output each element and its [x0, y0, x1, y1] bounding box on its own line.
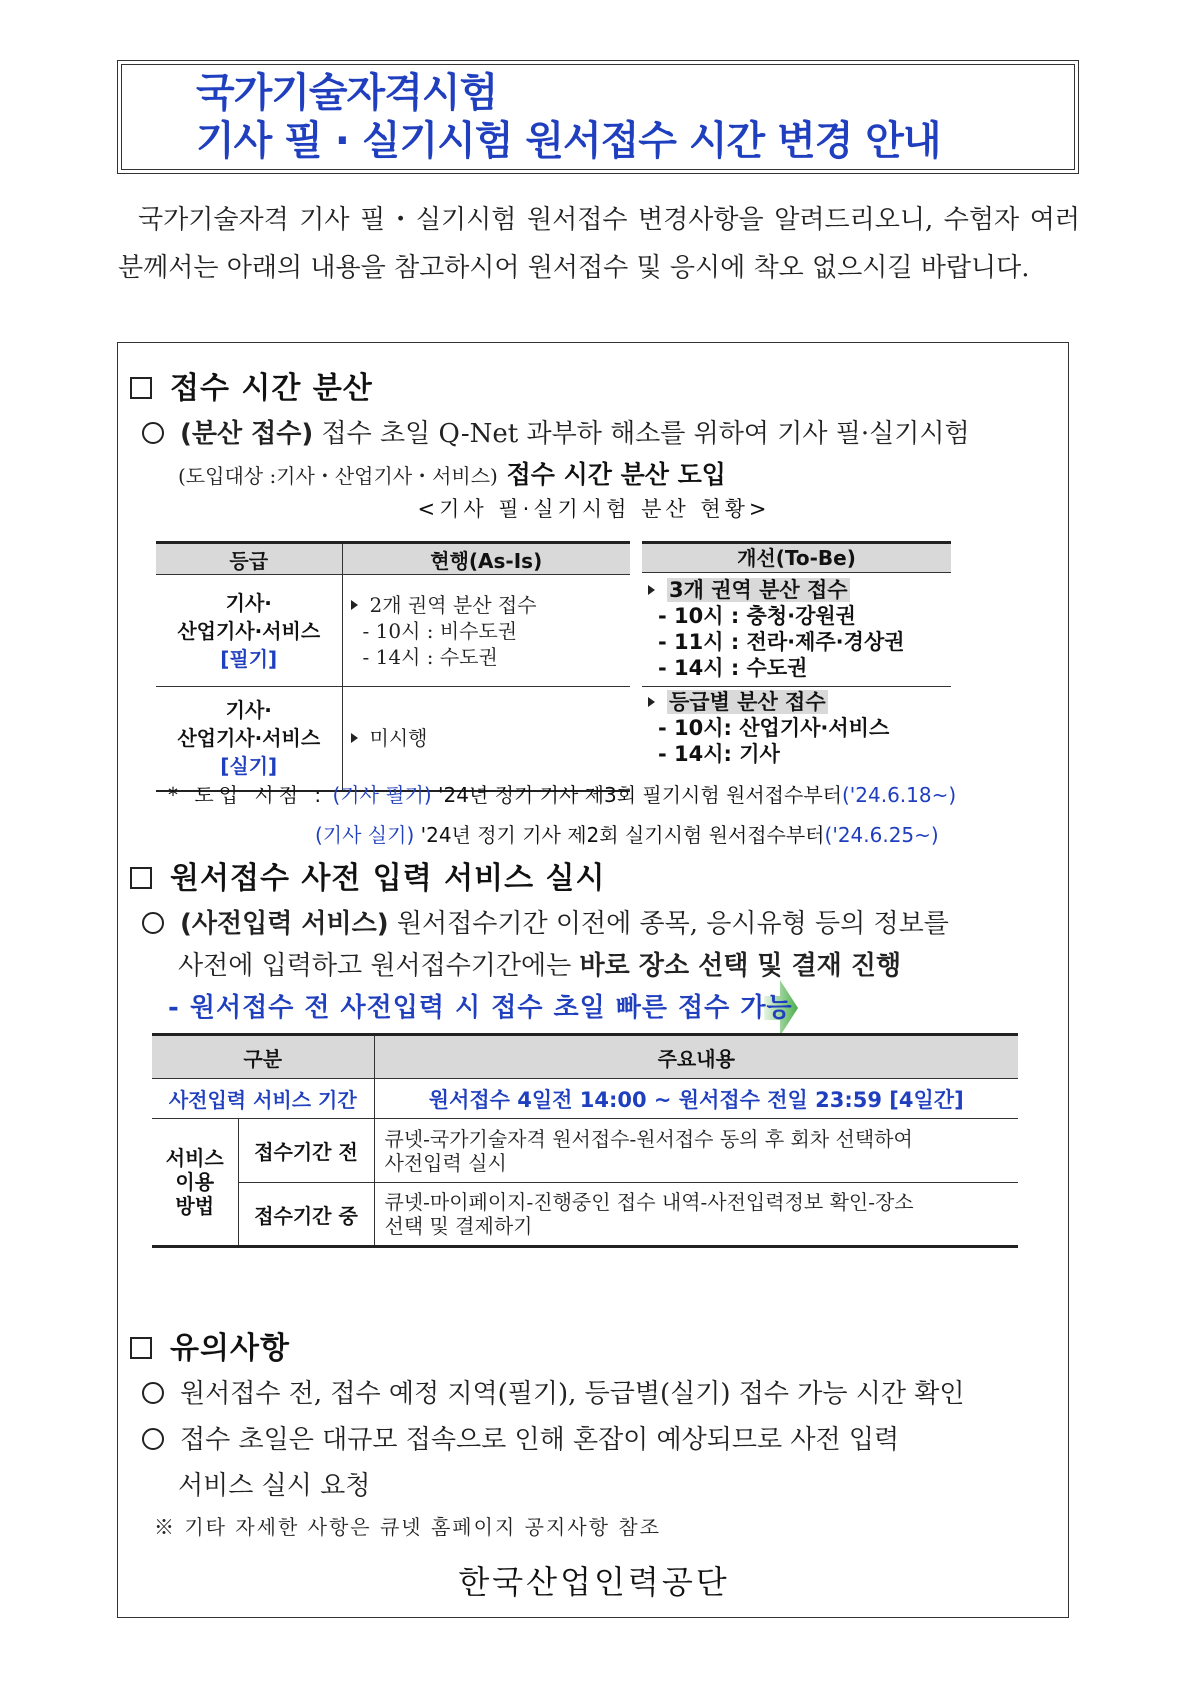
title-inner	[121, 64, 1075, 170]
tobe-block-practical	[642, 689, 951, 767]
checkbox-square-icon	[130, 377, 152, 399]
intro-date-text1: '24년 정기 기사 제3회 필기시험 원서접수부터	[431, 783, 842, 807]
circle-bullet-icon	[142, 1428, 164, 1450]
section3-item2-cont: 서비스 실시 요청	[178, 1471, 371, 1501]
section1-heading-text: 접수 시간 분산	[170, 371, 373, 406]
method-label	[152, 1119, 238, 1247]
before-text-line: 큐넷-국가기술자격 원서접수-원서접수 동의 후 회차 선택하여	[384, 1126, 913, 1151]
checkbox-square-icon	[130, 867, 152, 889]
triangle-bullet-icon	[648, 697, 655, 707]
before-text	[374, 1119, 1018, 1183]
section1-bullet-bold: (분산 접수)	[180, 419, 314, 449]
tobe-title: 등급별 분산 접수	[669, 690, 826, 714]
method-label-line: 서비스	[165, 1146, 224, 1170]
tobe-block-written	[642, 577, 951, 681]
section2-bullet-bold: (사전입력 서비스)	[180, 909, 389, 939]
section3-heading-text: 유의사항	[170, 1331, 290, 1366]
section3-item1	[142, 1373, 965, 1410]
intro-date-date2: ('24.6.25~)	[824, 823, 939, 847]
preinput-table	[152, 1033, 1018, 1248]
table-row-period	[152, 1079, 1018, 1119]
col-header-content: 주요내용	[374, 1035, 1018, 1079]
table1-caption: <기사 필·실기시험 분산 현황>	[417, 497, 771, 521]
intro-paragraph	[118, 196, 1080, 292]
table-row-during	[152, 1183, 1018, 1247]
asis-line: - 14시 : 수도권	[362, 644, 498, 669]
section2-bullet	[142, 903, 949, 940]
section3-item2	[142, 1419, 899, 1456]
asis-line: - 10시 : 비수도권	[362, 618, 518, 643]
section1-heading	[130, 363, 373, 407]
table-row-before	[152, 1119, 1018, 1183]
section1-subline	[178, 455, 726, 491]
asis-cell-practical	[342, 687, 630, 791]
intro-date-date1: ('24.6.18~)	[841, 783, 957, 807]
during-text-line: 선택 및 결제하기	[384, 1214, 533, 1238]
table-row-practical	[156, 687, 630, 791]
section1-bullet-text: 접수 초일 Q-Net 과부하 해소를 위하여 기사 필·실기시험	[313, 419, 970, 449]
section2-heading	[130, 853, 606, 897]
grade-tag-practical: [실기]	[220, 754, 278, 779]
section2-line2-bold: 바로 장소 선택 및 결재 진행	[579, 951, 902, 981]
grade-tag-written: [필기]	[220, 646, 278, 671]
period-value: 원서접수 4일전 14:00 ~ 원서접수 전일 23:59 [4일간]	[374, 1079, 1018, 1119]
method-label-line: 방법	[175, 1194, 215, 1218]
grade-line1: 기사·	[225, 590, 272, 615]
grade-cell-practical	[156, 687, 342, 791]
tobe-line: - 14시 : 수도권	[658, 656, 808, 680]
during-text-line: 큐넷-마이페이지-진행중인 접수 내역-사전입력정보 확인-장소	[384, 1190, 914, 1214]
section3-heading	[130, 1323, 290, 1367]
section3-item1-text: 원서접수 전, 접수 예정 지역(필기), 등급별(실기) 접수 가능 시간 확인	[180, 1379, 965, 1409]
circle-bullet-icon	[142, 1382, 164, 1404]
circle-bullet-icon	[142, 422, 164, 444]
intro-date-tag1: (기사 필기)	[332, 783, 432, 807]
section3-note: ※ 기타 자세한 사항은 큐넷 홈페이지 공지사항 참조	[154, 1515, 661, 1539]
intro-date-tag2: (기사 실기)	[315, 823, 415, 847]
col-header-grade: 등급	[156, 543, 342, 575]
circle-bullet-icon	[142, 912, 164, 934]
method-label-line: 이용	[175, 1170, 215, 1194]
intro-date-line2	[315, 819, 939, 848]
intro-date-label: * 도입 시점 :	[168, 783, 327, 807]
grade-line1: 기사·	[225, 698, 272, 723]
tobe-line: - 10시 : 충청·강원권	[658, 604, 856, 628]
checkbox-square-icon	[130, 1337, 152, 1359]
intro-date-line1	[168, 779, 956, 808]
organization-name: 한국산업인력공단	[458, 1563, 730, 1601]
triangle-bullet-icon	[648, 585, 655, 595]
during-text	[374, 1183, 1018, 1247]
title-line-1: 국가기술자격시험	[196, 70, 498, 116]
asis-cell-written	[342, 575, 630, 687]
col-header-asis: 현행(As-Is)	[342, 543, 630, 575]
grade-cell-written	[156, 575, 342, 687]
tobe-column	[642, 541, 951, 766]
before-label: 접수기간 전	[238, 1119, 374, 1183]
table-row-written	[156, 575, 630, 687]
section3-item2-text: 접수 초일은 대규모 접속으로 인해 혼잡이 예상되므로 사전 입력	[180, 1425, 900, 1455]
section2-line2-text: 사전에 입력하고 원서접수기간에는	[178, 951, 580, 981]
section2-highlight: - 원서접수 전 사전입력 시 접수 초일 빠른 접수 가능	[168, 993, 793, 1023]
asis-line: 2개 권역 분산 접수	[369, 592, 537, 617]
asis-line: 미시행	[369, 726, 428, 751]
title-box	[117, 60, 1079, 174]
tobe-title: 3개 권역 분산 접수	[669, 578, 848, 602]
grade-line2: 산업기사·서비스	[177, 726, 321, 751]
section1-bullet	[142, 413, 970, 450]
section2-line2	[178, 945, 901, 982]
col-header-tobe: 개선(To-Be)	[642, 541, 951, 573]
during-label: 접수기간 중	[238, 1183, 374, 1247]
section2-heading-text: 원서접수 사전 입력 서비스 실시	[170, 861, 606, 896]
triangle-bullet-icon	[351, 733, 358, 743]
tobe-divider	[642, 686, 951, 687]
tobe-line: - 14시: 기사	[658, 742, 780, 766]
section1-sub-bold: 접수 시간 분산 도입	[497, 460, 726, 489]
main-box	[117, 342, 1069, 1618]
title-line-2: 기사 필 · 실기시험 원서접수 시간 변경 안내	[196, 118, 941, 164]
tobe-line: - 11시 : 전라·제주·경상권	[658, 630, 905, 654]
before-text-line: 사전입력 실시	[384, 1150, 507, 1175]
distribution-table	[156, 541, 630, 792]
grade-line2: 산업기사·서비스	[177, 618, 321, 643]
tobe-line: - 10시: 산업기사·서비스	[658, 716, 890, 740]
col-header-category: 구분	[152, 1035, 374, 1079]
period-label: 사전입력 서비스 기간	[152, 1079, 374, 1119]
triangle-bullet-icon	[351, 600, 358, 610]
intro-text: 국가기술자격 기사 필・실기시험 원서접수 변경사항을 알려드리오니, 수험자 여러분께서는 아래의 내용을 참고하시어 원서접수 및 응시에 착오 없으시길 바랍니다.	[118, 205, 1080, 283]
section1-sub-target: (도입대상 :기사・산업기사・서비스)	[178, 464, 498, 488]
section2-bullet-text: 원서접수기간 이전에 종목, 응시유형 등의 정보를	[388, 909, 949, 939]
intro-date-text2: '24년 정기 기사 제2회 실기시험 원서접수부터	[414, 823, 825, 847]
